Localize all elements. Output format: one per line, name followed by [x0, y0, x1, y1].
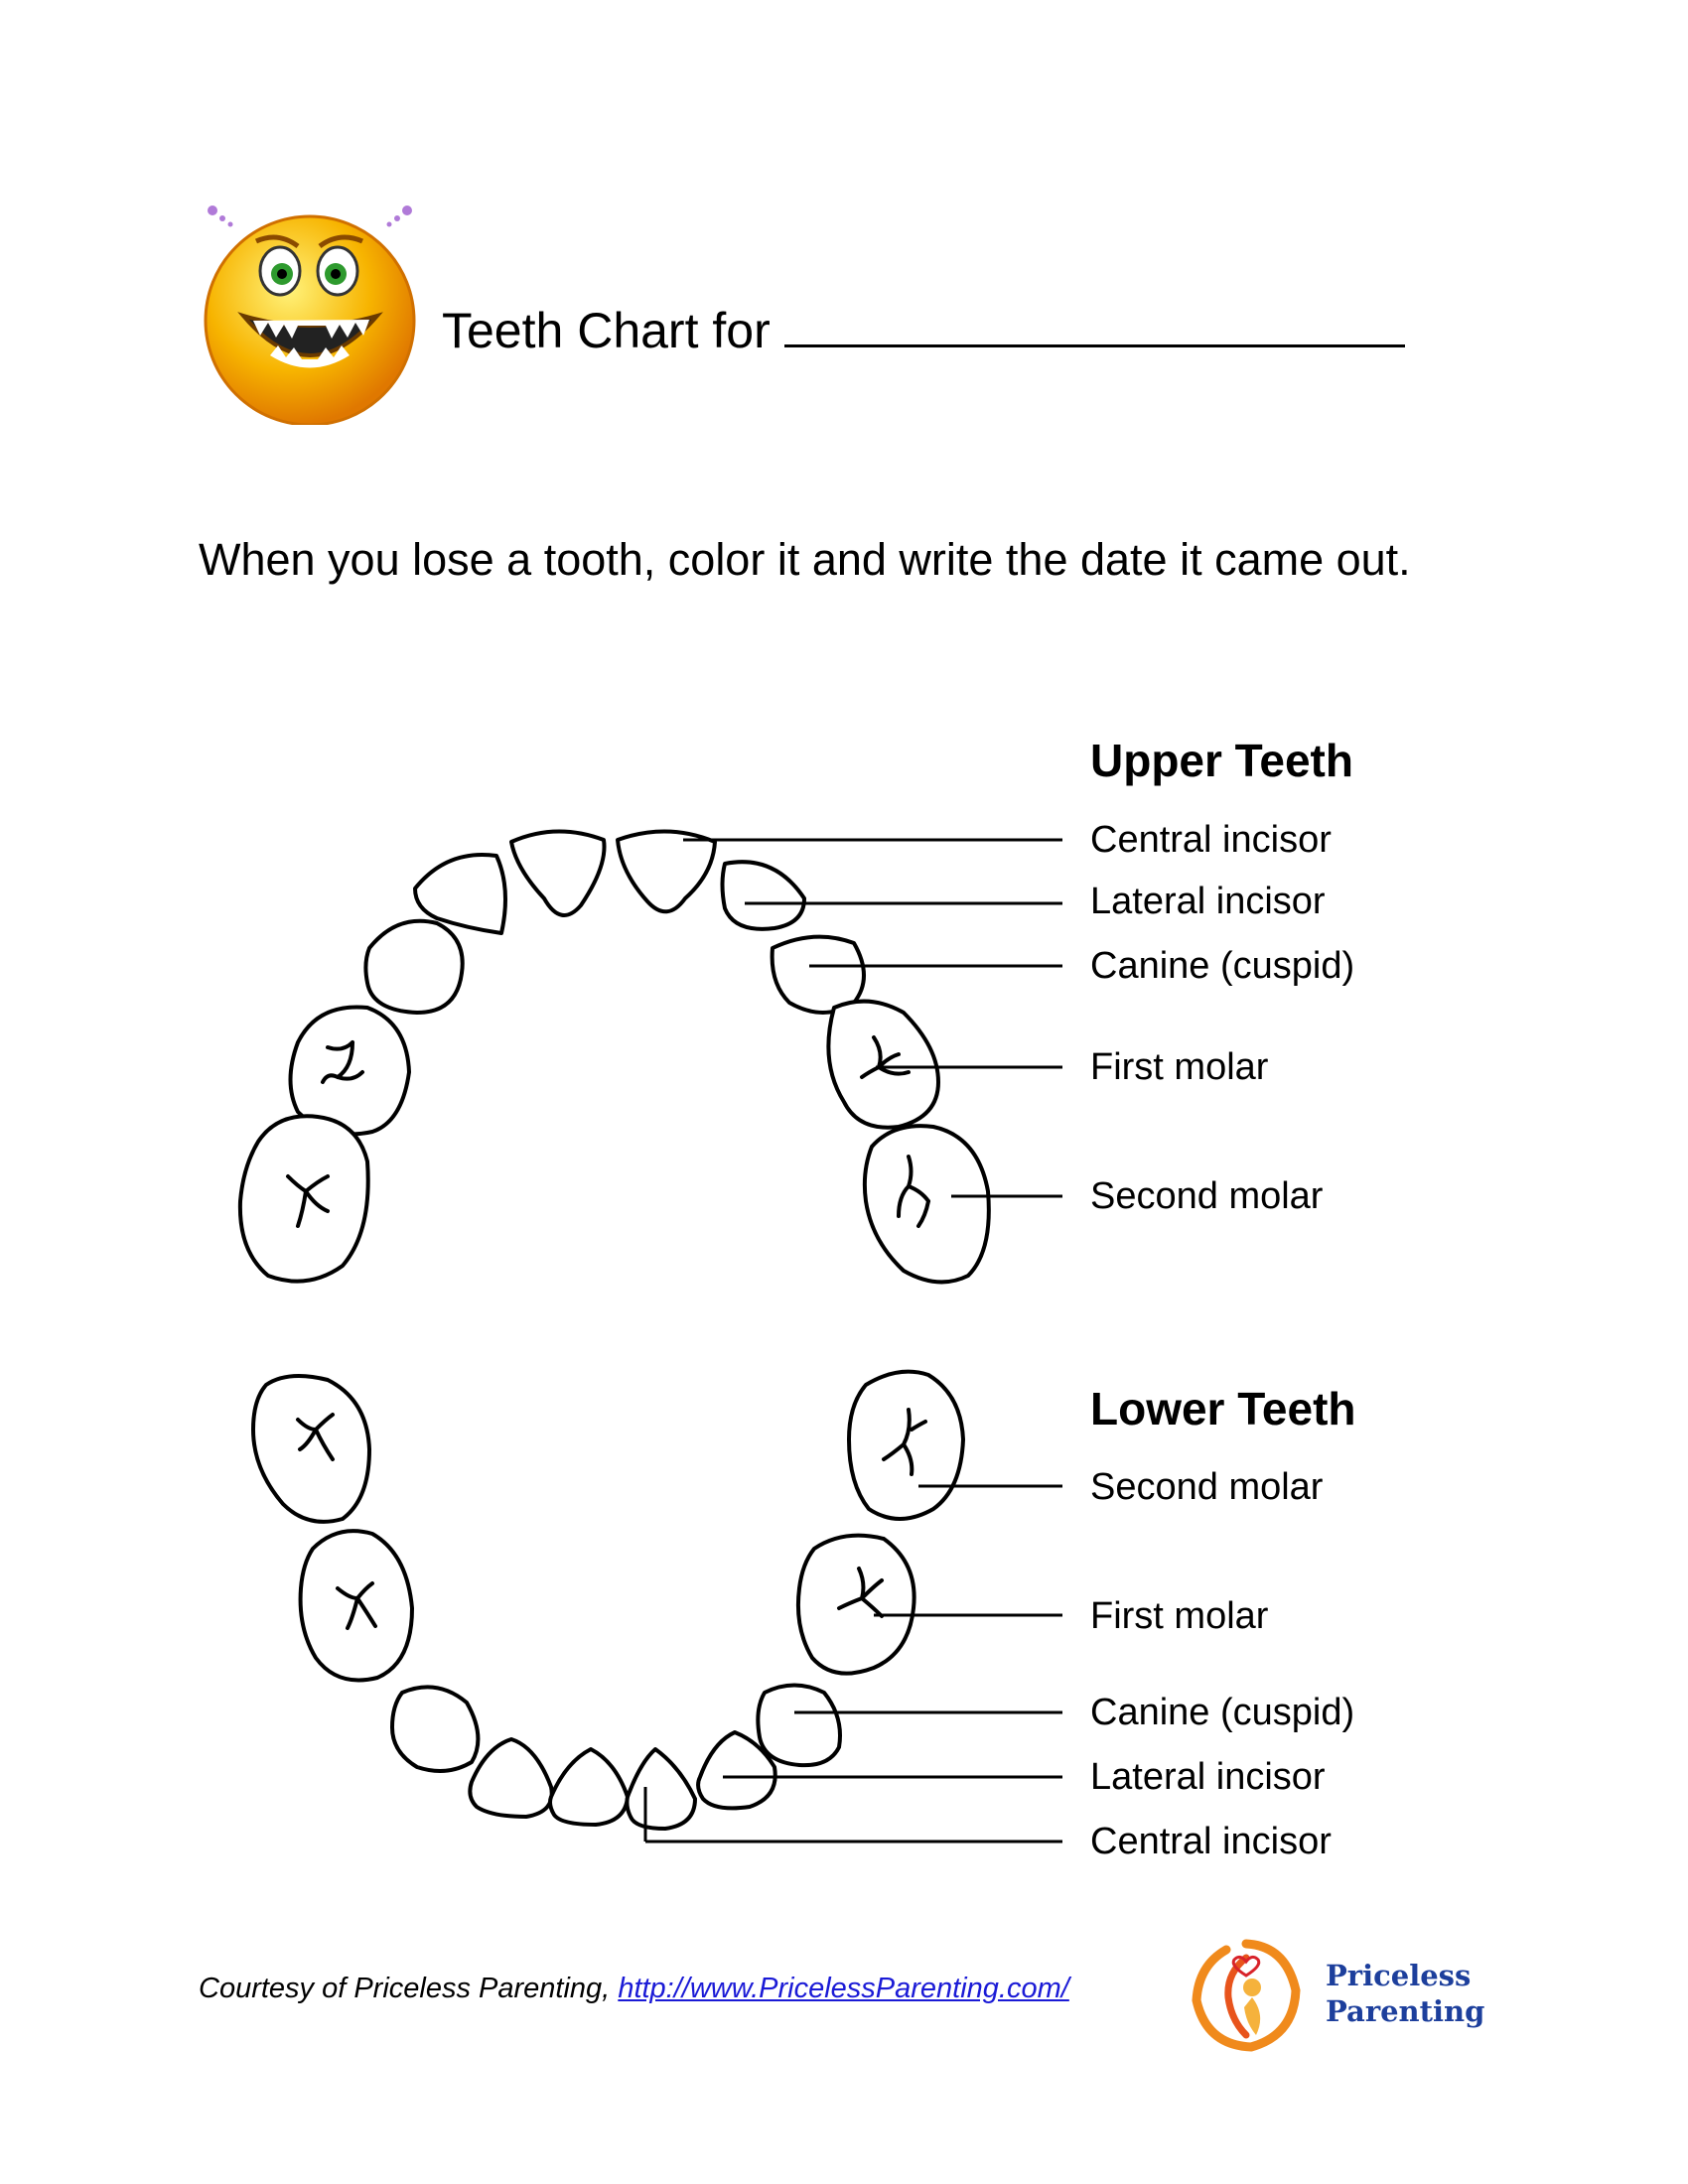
lower-label-canine: Canine (cuspid): [1090, 1692, 1355, 1733]
lower-label-central-incisor: Central incisor: [1090, 1821, 1332, 1862]
brand-line-1: Priceless: [1326, 1959, 1472, 1992]
brand-line-2: Parenting: [1326, 1994, 1485, 2028]
priceless-parenting-logo-icon: [1187, 1936, 1306, 2055]
lower-right-central-incisor: [627, 1749, 695, 1829]
lower-left-lateral-incisor: [470, 1739, 551, 1817]
lower-label-lateral-incisor: Lateral incisor: [1090, 1756, 1326, 1798]
brand-name: [1326, 1958, 1484, 2029]
lower-right-canine: [758, 1686, 840, 1766]
brand-logo: [1187, 1936, 1484, 2055]
upper-label-central-incisor: Central incisor: [1090, 819, 1332, 861]
upper-label-lateral-incisor: Lateral incisor: [1090, 881, 1326, 922]
lower-label-second-molar: Second molar: [1090, 1466, 1324, 1508]
upper-left-central-incisor: [618, 831, 715, 911]
lower-teeth-heading: Lower Teeth: [1090, 1383, 1356, 1434]
lower-right-first-molar: [798, 1536, 914, 1674]
footer-credit: [199, 1973, 1069, 2005]
website-link[interactable]: http://www.PricelessParenting.com/: [618, 1973, 1069, 2004]
courtesy-text: Courtesy of Priceless Parenting,: [199, 1973, 619, 2004]
upper-right-central-incisor: [511, 831, 605, 915]
instruction-text: When you lose a tooth, color it and write the date it came out.: [199, 534, 1411, 585]
title-text: Teeth Chart for: [442, 303, 771, 358]
upper-teeth-heading: Upper Teeth: [1090, 735, 1353, 786]
upper-label-canine: Canine (cuspid): [1090, 945, 1355, 987]
lower-left-central-incisor: [550, 1749, 628, 1825]
upper-left-lateral-incisor: [723, 862, 805, 929]
lower-left-canine: [392, 1687, 478, 1771]
lower-left-second-molar: [253, 1376, 369, 1522]
lower-label-first-molar: First molar: [1090, 1595, 1269, 1637]
upper-label-first-molar: First molar: [1090, 1046, 1269, 1088]
upper-label-second-molar: Second molar: [1090, 1175, 1324, 1217]
upper-right-canine: [365, 921, 462, 1013]
